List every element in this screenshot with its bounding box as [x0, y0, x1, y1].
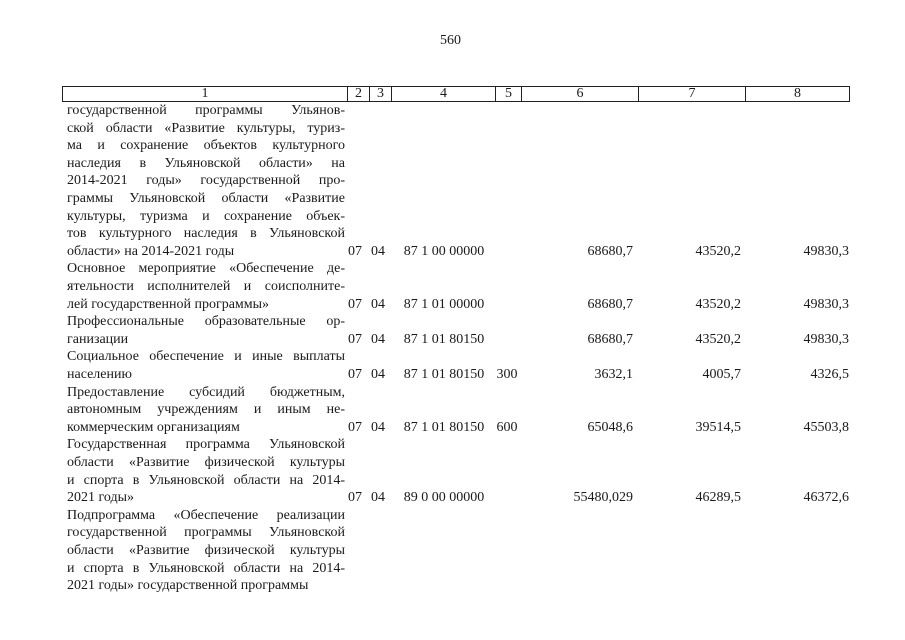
description-line: лей государственной программы» [67, 296, 270, 312]
cell-c6: 68680,7 [587, 296, 633, 312]
cell-c8: 45503,8 [803, 419, 849, 435]
description-line: государственной программы Ульянов- [67, 103, 345, 118]
description-line: ятельности исполнителей и соисполните- [67, 278, 345, 294]
header-col-5: 5 [495, 87, 521, 101]
cell-c7: 4005,7 [702, 366, 741, 382]
cell-c2: 07 [348, 490, 362, 506]
row-description [67, 507, 345, 595]
cell-c6: 68680,7 [587, 331, 633, 347]
description-line: Социальное обеспечение и иные выплаты [67, 349, 345, 365]
table-row [0, 348, 905, 383]
cell-c3: 04 [371, 331, 385, 347]
description-line: и спорта в Ульяновской области на 2014- [67, 560, 345, 576]
header-col-4: 4 [391, 87, 495, 101]
page-number: 560 [440, 33, 461, 48]
description-line: ской области «Развитие культуры, туриз- [67, 120, 345, 136]
cell-c4: 87 1 01 80150 [403, 331, 485, 347]
header-col-7: 7 [638, 87, 745, 101]
description-line: 2014-2021 годы» государственной про- [67, 173, 345, 189]
cell-c2: 07 [348, 331, 362, 347]
cell-c5: 300 [496, 366, 518, 382]
description-line: тов культурного наследия в Ульяновской [67, 226, 345, 242]
header-col-6: 6 [521, 87, 638, 101]
description-line: 2021 годы» [67, 490, 135, 506]
row-description [67, 102, 345, 260]
cell-c6: 68680,7 [587, 243, 633, 259]
cell-c6: 3632,1 [594, 366, 633, 382]
description-line: Предоставление субсидий бюджетным, [67, 384, 345, 400]
row-description [67, 260, 345, 313]
header-col-2: 2 [347, 87, 369, 101]
cell-c7: 43520,2 [695, 243, 741, 259]
row-description [67, 436, 345, 506]
description-line: области «Развитие физической культуры [67, 542, 345, 558]
table-row [0, 313, 905, 348]
table-row [0, 384, 905, 437]
cell-c2: 07 [348, 366, 362, 382]
table-row [0, 507, 905, 595]
description-line: Основное мероприятие «Обеспечение де- [67, 261, 345, 277]
cell-c8: 46372,6 [803, 490, 849, 506]
cell-c8: 49830,3 [803, 331, 849, 347]
cell-c5: 600 [496, 419, 518, 435]
description-line: наследия в Ульяновской области» на [67, 155, 345, 171]
description-line: ганизации [67, 331, 129, 347]
description-line: государственной программы Ульяновской [67, 525, 345, 541]
cell-c3: 04 [371, 296, 385, 312]
cell-c6: 65048,6 [587, 419, 633, 435]
description-line: автономным учреждениям и иным не- [67, 402, 345, 418]
table-header [62, 86, 850, 102]
cell-c2: 07 [348, 243, 362, 259]
cell-c4: 87 1 00 00000 [403, 243, 485, 259]
description-line: области «Развитие физической культуры [67, 454, 345, 470]
row-description [67, 348, 345, 383]
cell-c8: 49830,3 [803, 243, 849, 259]
cell-c3: 04 [371, 490, 385, 506]
description-line: области» на 2014-2021 годы [67, 243, 235, 259]
header-col-1: 1 [201, 86, 209, 101]
cell-c4: 87 1 01 80150 [403, 366, 485, 382]
cell-c3: 04 [371, 366, 385, 382]
description-line: граммы Ульяновской области «Развитие [67, 190, 345, 206]
description-line: Профессиональные образовательные ор- [67, 314, 345, 330]
cell-c2: 07 [348, 419, 362, 435]
cell-c8: 49830,3 [803, 296, 849, 312]
description-line: культуры, туризма и сохранение объек- [67, 208, 345, 224]
cell-c3: 04 [371, 419, 385, 435]
cell-c3: 04 [371, 243, 385, 259]
row-description [67, 384, 345, 437]
header-col-3: 3 [369, 87, 391, 101]
description-line: и спорта в Ульяновской области на 2014- [67, 472, 345, 488]
description-line: ма и сохранение объектов культурного [67, 138, 345, 154]
description-line: Государственная программа Ульяновской [67, 437, 345, 453]
description-line: коммерческим организациям [67, 419, 240, 435]
header-col-8: 8 [745, 87, 849, 101]
cell-c4: 87 1 01 80150 [403, 419, 485, 435]
table-row [0, 102, 905, 260]
description-line: 2021 годы» государственной программы [67, 578, 309, 594]
cell-c2: 07 [348, 296, 362, 312]
cell-c7: 39514,5 [695, 419, 741, 435]
cell-c7: 43520,2 [695, 296, 741, 312]
cell-c4: 87 1 01 00000 [403, 296, 485, 312]
cell-c6: 55480,029 [573, 490, 633, 506]
table-row [0, 260, 905, 313]
description-line: Подпрограмма «Обеспечение реализации [67, 507, 345, 523]
table-row [0, 436, 905, 506]
row-description [67, 313, 345, 348]
cell-c7: 43520,2 [695, 331, 741, 347]
description-line: населению [67, 366, 132, 382]
cell-c4: 89 0 00 00000 [403, 490, 485, 506]
cell-c8: 4326,5 [810, 366, 849, 382]
cell-c7: 46289,5 [695, 490, 741, 506]
